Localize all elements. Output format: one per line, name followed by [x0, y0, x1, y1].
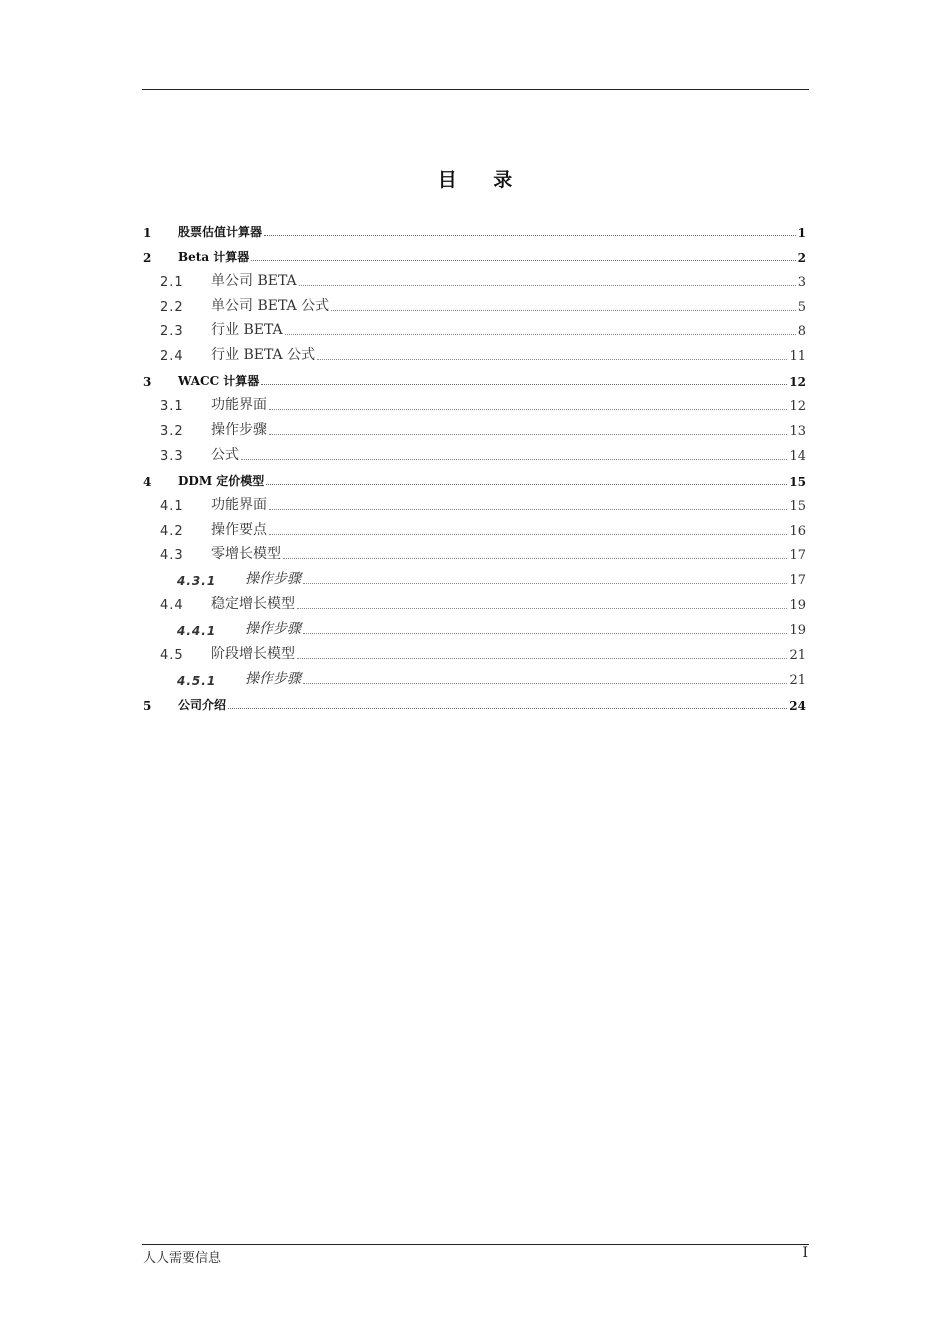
toc-entry[interactable]: [142, 638, 806, 663]
toc-entry-title: 零增长模型: [211, 546, 281, 563]
toc-entry[interactable]: [142, 339, 806, 364]
toc-entry-title: 单公司 BETA: [211, 272, 297, 289]
toc-entry-page: 5: [797, 299, 806, 315]
dot-leader: [331, 310, 796, 311]
dot-leader: [269, 509, 787, 510]
toc-entry[interactable]: [142, 290, 806, 315]
dot-leader: [269, 409, 787, 410]
footer-page-number: I: [802, 1245, 808, 1261]
toc-entry[interactable]: [142, 240, 806, 265]
toc-entry-page: 12: [789, 399, 806, 415]
toc-entry-number: 3.1: [160, 399, 184, 415]
toc-entry-page: 13: [789, 424, 806, 440]
toc-entry-title: 公司介绍: [178, 697, 227, 712]
toc-entry-number: 2.1: [160, 274, 184, 290]
toc-entry-title: 单公司 BETA 公式: [211, 297, 330, 314]
toc-entry-page: 14: [789, 448, 806, 464]
toc-entry-title: WACC 计算器: [178, 374, 260, 389]
toc-entry-number: 4.4: [160, 598, 184, 614]
dot-leader: [269, 534, 787, 535]
toc-entry-number: 4.4.1: [177, 624, 217, 639]
toc-entry[interactable]: [142, 563, 806, 588]
toc-entry-number: 2.3: [160, 324, 184, 340]
toc-entry-title: 稳定增长模型: [211, 596, 295, 613]
toc-entry-page: 21: [789, 672, 806, 688]
dot-leader: [317, 359, 787, 360]
dot-leader: [303, 633, 787, 634]
toc-entry[interactable]: [142, 613, 806, 638]
dot-leader: [266, 484, 787, 485]
toc-entry-page: 12: [789, 375, 806, 390]
toc-entry[interactable]: [142, 464, 806, 489]
dot-leader: [303, 683, 787, 684]
footer-text: 人人需要信息: [143, 1251, 222, 1266]
toc-entry-page: 3: [797, 274, 806, 290]
toc-entry[interactable]: [142, 414, 806, 439]
toc-entry-number: 3: [143, 375, 152, 390]
toc-entry-page: 24: [789, 698, 806, 713]
toc-entry-title: 操作步骤: [245, 621, 301, 638]
dot-leader: [241, 459, 787, 460]
toc-entry[interactable]: [142, 539, 806, 564]
toc-entry-title: 操作步骤: [245, 670, 301, 687]
toc-entry-title: 阶段增长模型: [211, 646, 295, 663]
toc-entry-page: 21: [789, 648, 806, 664]
toc-entry[interactable]: [142, 364, 806, 389]
toc-entry-title: 操作步骤: [211, 422, 267, 439]
toc-entry-number: 4: [143, 474, 152, 489]
toc-entry-page: 15: [789, 474, 806, 489]
footer-rule: [142, 1244, 809, 1245]
toc-entry-title: 操作步骤: [245, 571, 301, 588]
toc-entry-title: Beta 计算器: [178, 249, 250, 264]
dot-leader: [269, 434, 787, 435]
dot-leader: [297, 608, 787, 609]
dot-leader: [228, 708, 787, 709]
toc-entry[interactable]: [142, 215, 806, 240]
toc-entry-number: 2.2: [160, 299, 184, 315]
dot-leader: [303, 583, 787, 584]
toc-entry-title: 功能界面: [211, 397, 267, 414]
toc-entry-title: 行业 BETA: [211, 322, 283, 339]
toc-entry-title: 操作要点: [211, 521, 267, 538]
table-of-contents: [142, 215, 806, 713]
toc-entry-number: 3.3: [160, 448, 184, 464]
toc-entry-title: 股票估值计算器: [178, 224, 263, 239]
toc-entry-number: 5: [143, 698, 152, 713]
toc-entry-number: 4.5: [160, 648, 184, 664]
header-rule: [142, 89, 809, 90]
dot-leader: [264, 235, 796, 236]
toc-entry-page: 2: [797, 250, 806, 265]
dot-leader: [297, 658, 787, 659]
toc-entry-number: 1: [143, 225, 152, 240]
dot-leader: [283, 558, 787, 559]
toc-entry[interactable]: [142, 389, 806, 414]
toc-entry[interactable]: [142, 688, 806, 713]
toc-entry-title: 行业 BETA 公式: [211, 347, 316, 364]
toc-entry[interactable]: [142, 265, 806, 290]
dot-leader: [261, 384, 787, 385]
toc-entry-number: 2.4: [160, 349, 184, 365]
toc-entry-title: 功能界面: [211, 496, 267, 513]
toc-entry-number: 3.2: [160, 424, 184, 440]
toc-entry-title: 公式: [211, 446, 239, 463]
toc-entry[interactable]: [142, 588, 806, 613]
toc-entry-number: 2: [143, 250, 152, 265]
toc-entry[interactable]: [142, 663, 806, 688]
toc-entry[interactable]: [142, 439, 806, 464]
dot-leader: [299, 285, 796, 286]
toc-entry-number: 4.3.1: [177, 574, 217, 589]
toc-entry-number: 4.1: [160, 498, 184, 514]
toc-entry-number: 4.3: [160, 548, 184, 564]
toc-entry-number: 4.2: [160, 523, 184, 539]
toc-entry-page: 1: [797, 225, 806, 240]
toc-entry-page: 16: [789, 523, 806, 539]
dot-leader: [285, 334, 796, 335]
toc-entry-page: 15: [789, 498, 806, 514]
toc-entry-page: 19: [789, 623, 806, 639]
toc-entry[interactable]: [142, 489, 806, 514]
toc-entry-page: 8: [797, 324, 806, 340]
toc-entry-page: 17: [789, 573, 806, 589]
toc-entry[interactable]: [142, 315, 806, 340]
dot-leader: [251, 260, 795, 261]
toc-entry-number: 4.5.1: [177, 673, 217, 688]
toc-entry-title: DDM 定价模型: [178, 473, 265, 488]
toc-entry-page: 17: [789, 548, 806, 564]
toc-entry[interactable]: [142, 514, 806, 539]
toc-title: 目 录: [437, 169, 528, 191]
toc-entry-page: 11: [789, 349, 806, 365]
toc-entry-page: 19: [789, 598, 806, 614]
